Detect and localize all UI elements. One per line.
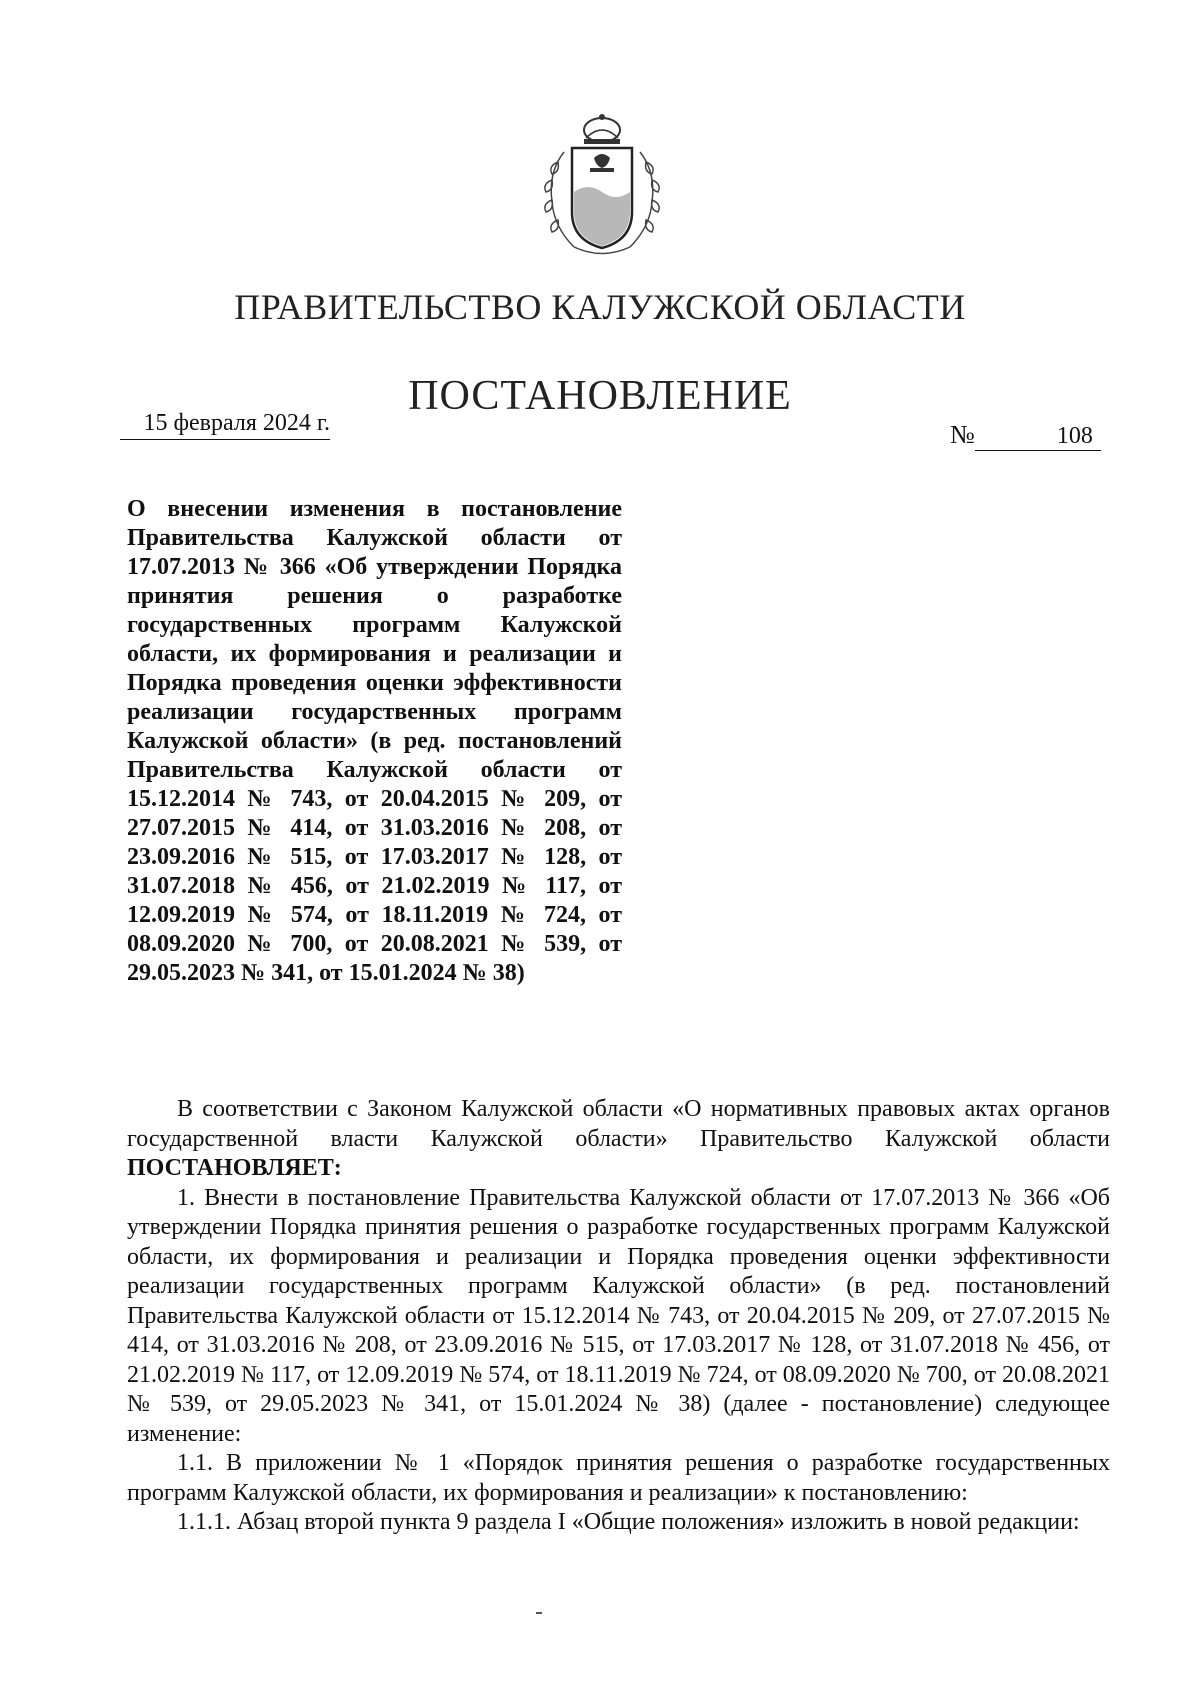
document-number-value: 108 [975, 423, 1101, 451]
government-title: ПРАВИТЕЛЬСТВО КАЛУЖСКОЙ ОБЛАСТИ [234, 287, 966, 327]
document-date: 15 февраля 2024 г. [120, 410, 330, 440]
coat-of-arms-emblem [534, 112, 670, 264]
document-subject: О внесении изменения в постановление Правительства Калужской области от 17.07.2013 № 366 «Об утверждении Порядка принятия решения о разработке государственных программ Калужской области, их формирования и реализации и Порядка проведения оценки эффективности реализации государственных программ Калужской области» (в ред. постановлений Правительства Калужской области от 15.12.2014 № 743, от 20.04.2015 № 209, от 27.07.2015 № 414, от 31.03.2016 № 208, от 23.09.2016 № 515, от 17.03.2017 № 128, от 31.07.2018 № 456, от 21.02.2019 № 117, от 12.09.2019 № 574, от 18.11.2019 № 724, от 08.09.2020 № 700, от 20.08.2021 № 539, от 29.05.2023 № 341, от 15.01.2024 № 38) [127, 496, 622, 986]
shield-icon [572, 148, 632, 248]
item-1-paragraph: 1. Внести в постановление Правительства Калужской области от 17.07.2013 № 366 «Об утверждении Порядка принятия решения о разработке государственных программ Калужской области, их формирования и реализации и Порядка проведения оценки эффективности реализации государственных программ Калужской области» (в ред. постановлений Правительства Калужской области от 15.12.2014 № 743, от 20.04.2015 № 209, от 27.07.2015 № 414, от 31.03.2016 № 208, от 23.09.2016 № 515, от 17.03.2017 № 128, от 31.07.2018 № 456, от 21.02.2019 № 117, от 12.09.2019 № 574, от 18.11.2019 № 724, от 08.09.2020 № 700, от 20.08.2021 № 539, от 29.05.2023 № 341, от 15.01.2024 № 38) (далее - постановление) следующее изменение: [127, 1184, 1110, 1447]
page-mark [536, 1612, 542, 1614]
document-number [950, 420, 1101, 451]
item-1-1-1-paragraph: 1.1.1. Абзац второй пункта 9 раздела I «Общие положения» изложить в новой редакции: [177, 1509, 1080, 1535]
document-body [127, 1095, 1110, 1538]
crown-icon [584, 114, 620, 144]
document-type-heading: ПОСТАНОВЛЕНИЕ [408, 373, 792, 419]
intro-text: В соответствии с Законом Калужской области «О нормативных правовых актах органов государственной власти Калужской области» Правительство Калужской области [127, 1096, 1110, 1152]
intro-paragraph [127, 1095, 1110, 1184]
item-1-1-paragraph: 1.1. В приложении № 1 «Порядок принятия решения о разработке государственных программ Калужской области, их формирования и реализации» к постановлению: [127, 1450, 1110, 1506]
number-sign: № [950, 420, 975, 449]
decree-word: ПОСТАНОВЛЯЕТ: [127, 1155, 342, 1181]
